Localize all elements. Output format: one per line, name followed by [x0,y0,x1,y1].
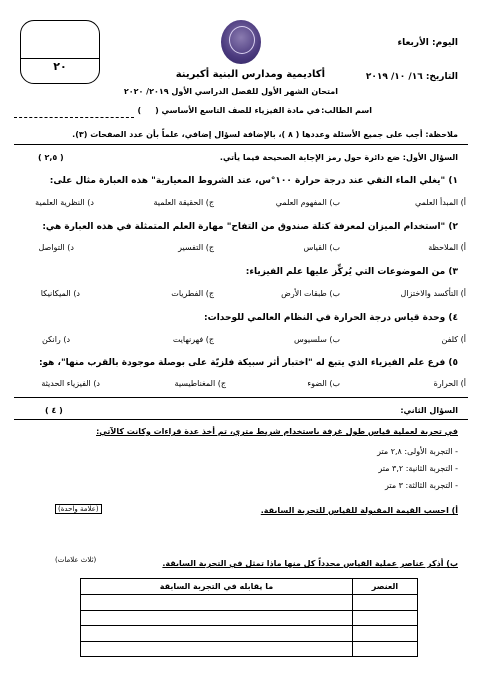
exam-note: ملاحظة: أجب على جميع الأسئلة وعددها ( ٨ )، بالإضافة لسؤال إضافي، علماً بأن عدد الصفحات (٣). [72,130,458,139]
trial-2: - التجربة الثانية: ٣,٢ متر [378,464,458,473]
student-name-label: اسم الطالب: [321,106,372,115]
table-cell[interactable] [81,595,353,611]
q2-title: السؤال الثاني: [400,406,458,415]
q1-item-3-text: ٣) من الموضوعات التي يُركِّز عليها علم الفيزياء: [245,267,458,277]
q1-item-2-options [14,243,470,255]
table-header-row [81,579,418,595]
table-cell[interactable] [352,626,417,642]
q1-item-4-options [14,335,470,347]
subject-line [137,106,320,115]
q1-title: السؤال الأول: ضع دائرة حول رمز الإجابة الصحيحة فيما يأتي. [219,153,458,162]
table-row [81,595,418,611]
divider [14,144,468,145]
option-a[interactable]: أ) كلفن [441,335,466,344]
subject-paren: ) [137,106,142,115]
table-header-element: العنصر [352,579,417,595]
option-b[interactable]: ب) المفهوم العلمي [275,198,340,207]
table-header-counterpart: ما يقابله في التجربة السابقة [81,579,353,595]
divider [14,397,468,398]
q1-marks: ( ٢,٥ ) [38,153,64,162]
option-d[interactable]: د) رانكن [41,335,70,344]
exam-date: التاريخ: ١٦/ ١٠/ ٢٠١٩ [365,72,458,82]
trial-1: - التجربة الأولى: ٢,٨ متر [377,447,458,456]
divider [14,419,468,420]
option-b[interactable]: ب) طبقات الأرض [281,289,340,298]
option-a[interactable]: أ) المبدأ العلمي [414,198,466,207]
option-c[interactable]: ج) فهرنهايت [172,335,214,344]
exam-title: امتحان الشهر الأول للفصل الدراسي الأول ٢٠١٩/ ٢٠٢٠ [123,87,338,96]
q2-part-b: ب) أذكر عناصر عملية القياس محدداً كل منها ماذا تمثل في التجربة السابقة. [162,559,458,568]
option-b[interactable]: ب) القياس [303,243,340,252]
exam-day: اليوم: الأربعاء [397,38,458,48]
q2-intro: في تجربة لعملية قياس طول غرفة باستخدام شريط متري، تم أخذ عدة قراءات وكانت كالآتي: [96,427,458,436]
option-c[interactable]: ج) الحقيقة العلمية [153,198,214,207]
table-cell[interactable] [81,641,353,657]
option-d[interactable]: د) الميكانيكا [40,289,80,298]
table-cell[interactable] [81,626,353,642]
total-score: ٢٠ [53,60,67,73]
table-cell[interactable] [352,641,417,657]
q1-item-4-text: ٤) وحدة قياس درجة الحرارة في النظام العالمي للوحدات: [204,313,458,323]
option-b[interactable]: ب) سلسيوس [294,335,340,344]
score-divider [21,58,99,59]
option-b[interactable]: ب) الضوء [307,379,340,388]
q2-part-a: أ) احسب القيمة المقبولة للقياس للتجربة السابقة. [260,506,458,515]
q1-item-3-options [14,289,470,301]
option-a[interactable]: أ) الملاحظة [428,243,466,252]
table-row [81,641,418,657]
score-box [20,20,100,84]
trial-3: - التجربة الثالثة: ٣ متر [385,481,458,490]
q1-item-1-options [14,198,470,210]
table-cell[interactable] [81,610,353,626]
academy-logo-emblem [229,26,255,54]
option-a[interactable]: أ) الحرارة [433,379,466,388]
option-c[interactable]: ج) التفسير [178,243,214,252]
table-cell[interactable] [352,610,417,626]
student-name-line [14,117,134,118]
answer-table [80,578,418,657]
q2-part-a-marks: (علامة واحدة) [55,504,102,514]
q1-item-1-text: ١) "يغلي الماء النقي عند درجة حرارة ١٠٠°س، عند الشروط المعيارية" هذه العبارة مثال على: [49,176,458,186]
option-a[interactable]: أ) التأكسد والاختزال [400,289,466,298]
q1-item-5-text: ٥) فرع علم الفيزياء الذي يتبع له "اختبار أثر سبيكة فلزيّة على بوصلة موجودة بالقرب منها"، هو: [38,358,458,368]
q1-item-2-text: ٢) "استخدام الميزان لمعرفة كتلة صندوق من التفاح" مهارة العلم المتمثلة في هذه العبارة هي: [42,222,458,232]
subject-text: في مادة الفيزياء للصف التاسع الأساسي ( [155,106,320,115]
table-row [81,610,418,626]
option-d[interactable]: د) الفيزياء الحديثة [41,379,100,388]
table-row [81,626,418,642]
option-d[interactable]: د) التواصل [38,243,74,252]
table-cell[interactable] [352,595,417,611]
option-d[interactable]: د) النظرية العلمية [35,198,94,207]
academy-name: أكاديمية ومدارس البنية أكبرينة [175,69,325,80]
q2-marks: ( ٤ ) [45,406,63,415]
option-c[interactable]: ج) الفطريات [171,289,214,298]
q1-item-5-options [14,379,470,391]
option-c[interactable]: ج) المغناطيسية [174,379,226,388]
q2-part-b-marks: (ثلاث علامات) [55,556,97,564]
